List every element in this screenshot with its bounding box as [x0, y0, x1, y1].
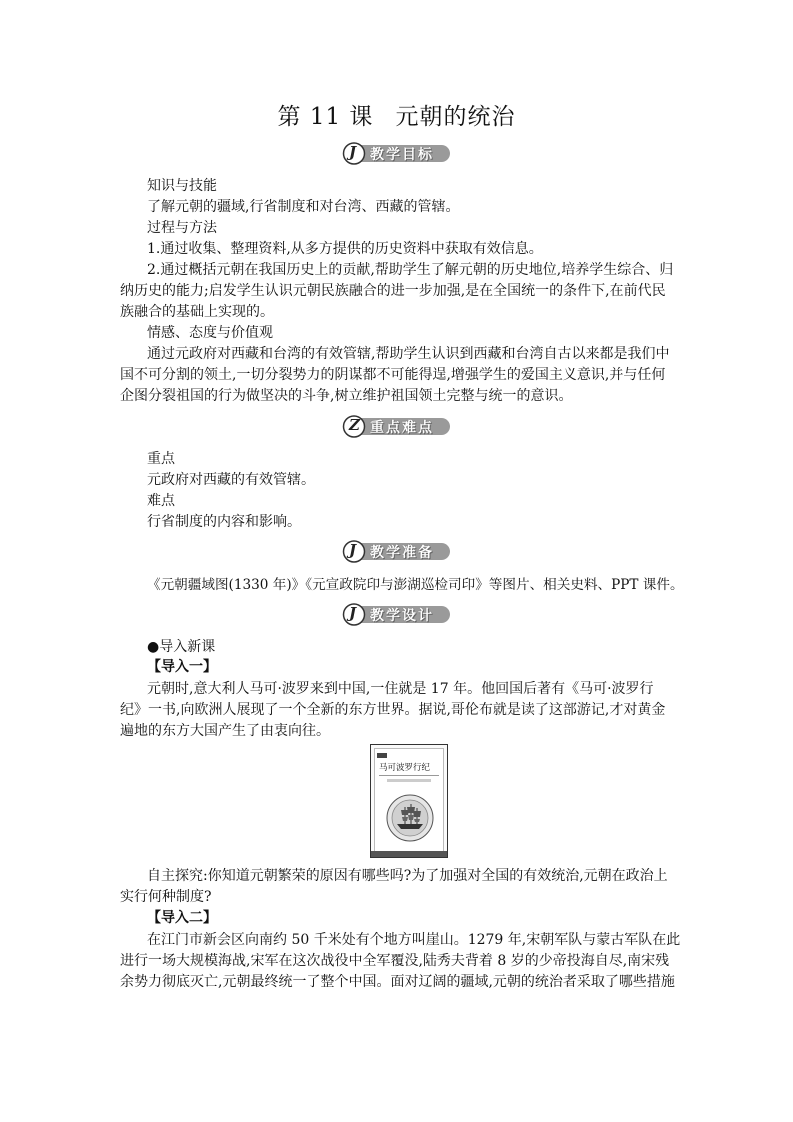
- badge-letter-icon: J: [349, 541, 357, 559]
- badge-label: 教学目标: [370, 147, 434, 163]
- process-item-2-line1: 2.通过概括元朝在我国历史上的贡献,帮助学生了解元朝的历史地位,培养学生综合、归: [147, 262, 674, 278]
- book-cover-image: [370, 744, 448, 858]
- badge-letter-icon: J: [349, 143, 357, 161]
- prep-text: 《元朝疆域图(1330 年)》《元宣政院印与澎湖巡检司印》等图片、相关史料、PPT 课件。: [147, 577, 684, 593]
- ship-emblem-icon: [385, 793, 435, 843]
- badge-label: 重点难点: [370, 420, 434, 436]
- intro-two-heading: 【导入二】: [147, 910, 217, 926]
- key-text: 元政府对西藏的有效管辖。: [147, 472, 315, 488]
- intro-one-line1: 元朝时,意大利人马可·波罗来到中国,一住就是 17 年。他回国后著有《马可·波罗行: [147, 681, 654, 697]
- intro-one-line3: 遍地的东方大国产生了由衷向往。: [120, 723, 330, 739]
- intro-two-line3: 余势力彻底灭亡,元朝最终统一了整个中国。面对辽阔的疆域,元朝的统治者采取了哪些措施: [120, 974, 675, 990]
- difficulty-text: 行省制度的内容和影响。: [147, 514, 301, 530]
- book-title: 马可波罗行纪: [379, 763, 431, 773]
- intro-one-heading: 【导入一】: [147, 659, 217, 675]
- knowledge-text: 了解元朝的疆域,行省制度和对台湾、西藏的管辖。: [147, 199, 460, 215]
- badge-letter-icon: Z: [349, 416, 360, 434]
- explore-line1: 自主探究:你知道元朝繁荣的原因有哪些吗?为了加强对全国的有效统治,元朝在政治上: [147, 868, 668, 884]
- teaching-design-badge: [342, 603, 452, 626]
- badge-letter-icon: J: [349, 604, 357, 622]
- emotion-text-line3: 企图分裂祖国的行为做坚决的斗争,树立维护祖国领土完整与统一的意识。: [120, 388, 573, 404]
- intro-one-line2: 纪》一书,向欧洲人展现了一个全新的东方世界。据说,哥伦布就是读了这部游记,才对黄金: [120, 702, 666, 718]
- process-item-2-line3: 族融合的基础上实现的。: [120, 304, 274, 320]
- emotion-text-line2: 国不可分割的领土,一切分裂势力的阴谋都不可能得逞,增强学生的爱国主义意识,并与任何: [120, 367, 666, 383]
- teaching-prep-badge: [342, 540, 452, 563]
- intro-two-line2: 进行一场大规模海战,宋军在这次战役中全军覆没,陆秀夫背着 8 岁的少帝投海自尽,南宋残: [120, 953, 670, 969]
- badge-label: 教学准备: [370, 545, 434, 561]
- intro-two-line1: 在江门市新会区向南约 50 千米处有个地方叫崖山。1279 年,宋朝军队与蒙古军队在此: [147, 932, 681, 948]
- key-points-badge: [342, 415, 452, 438]
- emotion-heading: 情感、态度与价值观: [147, 325, 273, 341]
- badge-label: 教学设计: [370, 608, 434, 624]
- intro-heading: ●导入新课: [147, 639, 216, 655]
- emotion-text-line1: 通过元政府对西藏和台湾的有效管辖,帮助学生认识到西藏和台湾自古以来都是我们中: [147, 346, 670, 362]
- lesson-number: 第 11 课: [277, 104, 374, 130]
- key-heading: 重点: [147, 451, 175, 467]
- process-heading: 过程与方法: [147, 220, 217, 236]
- page-title: [0, 98, 793, 131]
- difficulty-heading: 难点: [147, 493, 175, 509]
- publisher-logo-icon: [377, 753, 387, 758]
- knowledge-heading: 知识与技能: [147, 178, 217, 194]
- explore-line2: 实行何种制度?: [120, 889, 212, 905]
- lesson-name: 元朝的统治: [395, 104, 516, 130]
- teaching-goals-badge: [342, 142, 452, 165]
- process-item-1: 1.通过收集、整理资料,从多方提供的历史资料中获取有效信息。: [147, 241, 543, 257]
- process-item-2-line2: 纳历史的能力;启发学生认识元朝民族融合的进一步加强,是在全国统一的条件下,在前代民: [120, 283, 666, 299]
